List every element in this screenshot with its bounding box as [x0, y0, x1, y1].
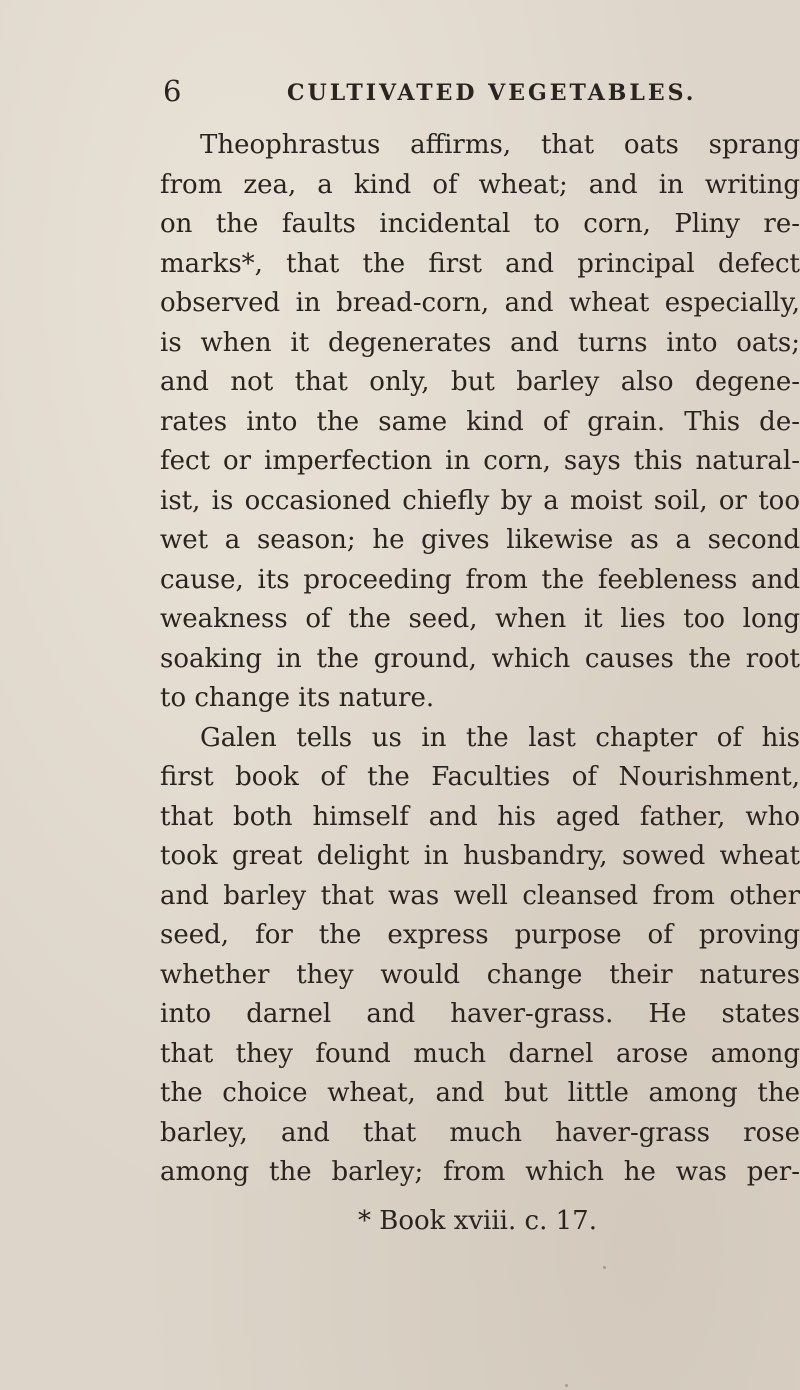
running-title: CULTIVATED VEGETABLES.: [287, 80, 697, 106]
text-line: barley, and that much haver-grass rose: [160, 1117, 800, 1148]
body-text: [160, 126, 800, 1193]
page-number: 6: [163, 74, 182, 108]
text-line: is when it degenerates and turns into oats;: [160, 327, 800, 358]
footnote: * Book xviii. c. 17.: [358, 1206, 597, 1236]
text-line: and not that only, but barley also degene-: [160, 367, 800, 397]
paper-speck: [786, 496, 788, 502]
text-line: marks*, that the first and principal defect: [160, 248, 800, 279]
text-line: seed, for the express purpose of proving: [160, 920, 800, 950]
page-header: [0, 74, 800, 114]
text-line: wet a season; he gives likewise as a second: [160, 525, 800, 555]
text-line: among the barley; from which he was per-: [160, 1157, 800, 1187]
text-line: weakness of the seed, when it lies too long: [160, 604, 800, 634]
text-line: rates into the same kind of grain. This de-: [160, 406, 800, 437]
text-line: first book of the Faculties of Nourishment,: [160, 762, 800, 792]
text-line: cause, its proceeding from the feebleness and: [160, 564, 800, 595]
text-line: on the faults incidental to corn, Pliny re-: [160, 209, 800, 239]
text-line: observed in bread-corn, and wheat especially,: [160, 288, 800, 318]
text-line: into darnel and haver-grass. He states: [160, 999, 800, 1029]
text-line: whether they would change their natures: [160, 959, 800, 990]
text-line: that both himself and his aged father, who: [160, 801, 800, 832]
text-line: the choice wheat, and but little among the: [160, 1078, 800, 1108]
text-line: fect or imperfection in corn, says this natural-: [160, 446, 800, 476]
text-line: from zea, a kind of wheat; and in writing: [160, 169, 800, 200]
text-line: Galen tells us in the last chapter of his: [200, 722, 800, 753]
text-line: took great delight in husbandry, sowed wheat: [160, 841, 800, 871]
text-line: that they found much darnel arose among: [160, 1038, 800, 1069]
text-line: ist, is occasioned chiefly by a moist soil, or too: [160, 485, 800, 516]
text-line: Theophrastus affirms, that oats sprang: [200, 130, 800, 160]
text-line: to change its nature.: [160, 683, 435, 713]
text-line: soaking in the ground, which causes the root: [160, 643, 800, 674]
text-line: and barley that was well cleansed from other: [160, 880, 800, 911]
paper-speck: [565, 1384, 568, 1387]
paper-speck: [603, 1266, 606, 1269]
